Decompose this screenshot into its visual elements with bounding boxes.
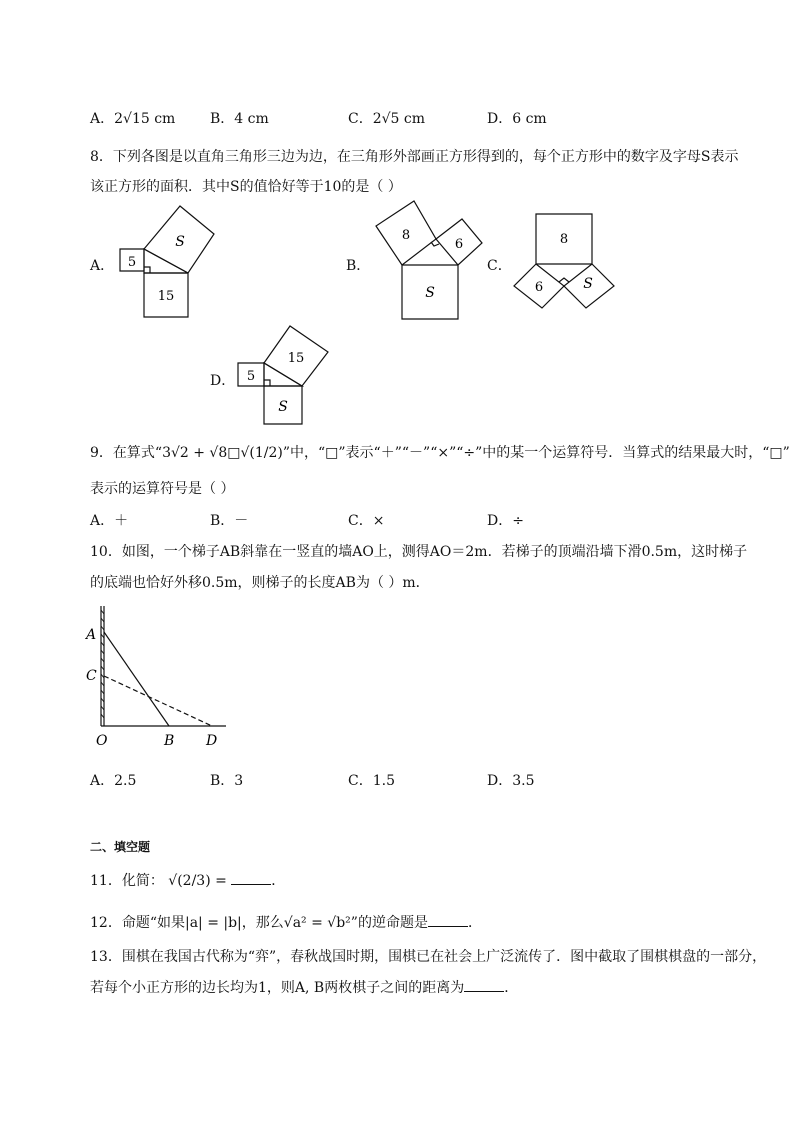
fig-a-left: 5 [127,255,137,270]
q10-stem-line1: 10．如图，一个梯子AB斜靠在一竖直的墙AO上，测得AO＝2m．若梯子的顶端沿墙下滑0.5m，这时梯子 [90,544,748,560]
q8-figure-b [370,195,488,323]
fig-b-left: 8 [401,228,411,243]
q13-answer-blank[interactable] [464,979,504,992]
fig-d-left: 5 [246,369,256,384]
right-angle-mark [264,380,270,386]
section-title: 二、填空题 [90,840,151,854]
q7-option-d: D．6 cm [487,111,547,127]
q9-option-d: D．÷ [487,513,524,529]
point-o: O [96,733,108,749]
q10-ladder-figure [80,604,240,752]
q9-stem-line1: 9．在算式“3√2 + √8□√(1/2)”中，“□”表示“＋”“－”“×”“÷”中的某一个运算符号．当算式的结果最大时，“□” [90,445,790,461]
q10-option-c: C．1.5 [348,773,395,789]
q12-answer-blank[interactable] [428,914,468,927]
fig-c-right: S [583,276,593,292]
q8-label-a: A． [90,258,115,274]
q10-option-a: A．2.5 [90,773,137,789]
fig-d-right: 15 [287,351,305,366]
q7-option-b: B．4 cm [210,111,269,127]
q9-option-c: C．× [348,513,385,529]
q11-expression: √(2/3) = [168,873,227,889]
right-angle-mark [559,278,569,282]
point-a: A [86,627,97,643]
q8-label-d: D． [210,373,236,389]
point-b: B [164,733,175,749]
q8-figure-a [112,200,224,322]
fig-b-right: 6 [454,237,464,252]
q8-stem-line1: 8．下列各图是以直角三角形三边为边，在三角形外部画正方形得到的，每个正方形中的数字及字母S表示 [90,149,739,165]
q9-option-a: A．＋ [90,513,129,529]
fig-a-bottom: 15 [157,289,175,304]
q13-stem-line2: 若每个小正方形的边长均为1，则A, B两枚棋子之间的距离为 ． [90,980,519,996]
q12: 12．命题“如果|a| = |b|，那么√a² = √b²”的逆命题是 ． [90,915,482,931]
q10-option-d: D．3.5 [487,773,535,789]
q11-answer-blank[interactable] [231,872,271,885]
q8-label-b: B． [346,258,371,274]
fig-d-bottom: S [278,399,288,415]
point-c: C [86,668,97,684]
q9-option-b: B．－ [210,513,249,529]
q10-option-b: B．3 [210,773,244,789]
right-triangle [144,249,188,273]
fig-b-bottom: S [425,285,435,301]
q8-figure-d [232,322,332,430]
fig-c-top: 8 [559,232,569,247]
fig-c-left: 6 [534,280,544,295]
q7-option-a: A．2√15 cm [90,111,176,127]
right-angle-mark [144,267,150,273]
q13-stem-line1: 13．围棋在我国古代称为“弈”，春秋战国时期，围棋已在社会上广泛流传了．图中截取了围棋棋盘的一部分， [90,949,767,965]
fig-a-right: S [175,234,185,250]
q10-stem-line2: 的底端也恰好外移0.5m，则梯子的长度AB为（ ）m． [90,575,430,591]
point-d: D [206,733,218,749]
q8-figure-c [508,210,620,314]
q9-stem-line2: 表示的运算符号是（ ） [90,481,235,497]
q8-stem-line2: 该正方形的面积．其中S的值恰好等于10的是（ ） [90,179,402,195]
q7-option-c: C．2√5 cm [348,111,426,127]
q11: 11．化简： √(2/3) = ． [90,873,286,889]
q8-label-c: C． [487,258,512,274]
ladder-ab [104,632,169,726]
ladder-cd [104,676,212,726]
